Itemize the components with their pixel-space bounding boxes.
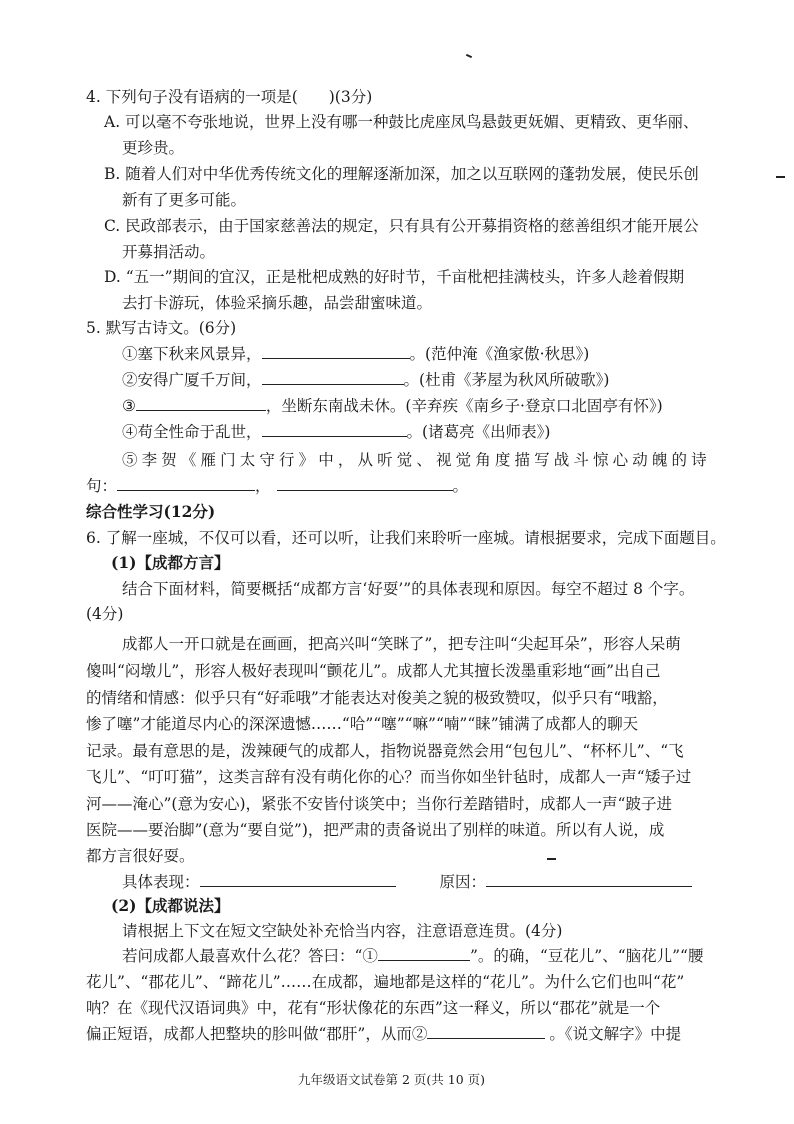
- page-footer: 九年级语文试卷第 2 页(共 10 页): [298, 1072, 486, 1087]
- q6-part2-instruction: 请根据上下文在短文空缺处补充恰当内容，注意语意连贯。(4分): [122, 922, 563, 940]
- answer-blank[interactable]: [427, 1024, 545, 1039]
- q6-stem: 6. 了解一座城，不仅可以看，还可以听，让我们来聆听一座城。请根据要求，完成下面题目。: [86, 529, 726, 547]
- text-line-3: 呐？在《现代汉语词典》中，花有“形状像花的东西”这一释义，所以“郡花”就是一个: [86, 999, 661, 1017]
- material-line-6: 飞儿”、“叮叮猫”，这类言辞有没有萌化你的心？而当你如坐针毡时，成都人一声“矮子过: [86, 768, 692, 786]
- q5-stem: 5. 默写古诗文。(6分): [86, 319, 237, 337]
- q4-option-c-line2: 开募捐活动。: [122, 243, 216, 261]
- q6-part2-title: (2)【成都说法】: [111, 896, 230, 915]
- q6-part1-points: (4分): [86, 605, 124, 623]
- material-line-7: 河——淹心”(意为安心)，紧张不安皆付谈笑中；当你行差踏错时，成都人一声“跛子进: [86, 795, 672, 813]
- material-line-4: 惨了噻”才能道尽内心的深深遗憾……“哈”“噻”“嘛”“喃”“睐”铺满了成都人的聊天: [86, 715, 639, 733]
- answer-blank[interactable]: [136, 396, 266, 411]
- q6-part1-title: (1)【成都方言】: [111, 553, 230, 572]
- q5-item-1: ①塞下秋来风景异， 。(范仲淹《渔家傲·秋思》): [122, 345, 590, 363]
- scan-speck: [466, 54, 472, 58]
- q5-item-5-continued: 句： ， 。: [86, 477, 469, 495]
- q5-item-3: ③ ，坐断东南战未休。(辛弃疾《南乡子·登京口北固亭有怀》): [122, 397, 663, 415]
- q4-option-b-line2: 新有了更多可能。: [122, 191, 247, 209]
- q5-item-2: ②安得广厦千万间， 。(杜甫《茅屋为秋风所破歌》): [122, 371, 610, 389]
- q4-option-d-line1: D. “五一”期间的宜汉，正是枇杷成熟的好时节，千亩枇杷挂满枝头，许多人趁着假期: [104, 268, 685, 286]
- answer-blank[interactable]: [200, 872, 396, 887]
- q4-option-a-line1: A. 可以毫不夸张地说，世界上没有哪一种鼓比虎座凤鸟悬鼓更妩媚、更精致、更华丽、: [104, 113, 699, 131]
- q4-option-a-line2: 更珍贵。: [122, 139, 185, 157]
- material-line-5: 记录。最有意思的是，泼辣硬气的成都人，指物说器竟然会用“包包儿”、“杯杯儿”、“飞: [86, 742, 684, 760]
- scan-speck: [547, 858, 556, 860]
- material-line-2: 傻叫“闷墩儿”，形容人极好表现叫“颤花儿”。成都人尤其擅长泼墨重彩地“画”出自己: [86, 662, 661, 680]
- scan-speck: [776, 176, 785, 178]
- answer-blank[interactable]: [277, 476, 453, 491]
- q4-option-b-line1: B. 随着人们对中华优秀传统文化的理解逐渐加深，加之以互联网的蓬勃发展，使民乐创: [104, 165, 699, 183]
- text-line-2: 花儿”、“郡花儿”、“蹄花儿”……在成都，遍地都是这样的“花儿”。为什么它们也叫“花”: [86, 973, 685, 991]
- material-line-8: 医院——要治脚”(意为“要自觉”)，把严肃的责备说出了别样的味道。所以有人说，成: [86, 821, 665, 839]
- q4-option-d-line2: 去打卡游玩，体验采摘乐趣，品尝甜蜜味道。: [122, 294, 433, 312]
- material-line-3: 的情绪和情感：似乎只有“好乖哦”才能表达对俊美之貌的极致赞叹，似乎只有“哦豁，: [86, 689, 668, 707]
- answer-blank[interactable]: [262, 344, 410, 359]
- q4-stem: 4. 下列句子没有语病的一项是( )(3分): [86, 88, 373, 106]
- answer-blank[interactable]: [378, 946, 470, 961]
- answer-blank[interactable]: [486, 872, 692, 887]
- answer-blank[interactable]: [262, 370, 404, 385]
- material-line-1: 成都人一开口就是在画画，把高兴叫“笑眯了”，把专注叫“尖起耳朵”，形容人呆萌: [122, 635, 681, 653]
- q6-part1-instruction: 结合下面材料，简要概括“成都方言‘好耍’”的具体表现和原因。每空不超过 8 个字。: [122, 580, 695, 598]
- text-line-1: 若问成都人最喜欢什么花？答曰：“① ”。的确，“豆花儿”、“脑花儿”“腰: [122, 947, 704, 965]
- q5-item-4: ④苟全性命于乱世， 。(诸葛亮《出师表》): [122, 423, 551, 441]
- material-line-9: 都方言很好耍。: [86, 847, 195, 865]
- section-heading: 综合性学习(12分): [86, 502, 216, 521]
- q5-item-5: ⑤ 李 贺 《 雁 门 太 守 行 》 中 ， 从 听 觉 、 视 觉 角 度 描 写 战 斗 惊 心 动 魄 的 诗: [122, 451, 707, 469]
- q4-option-c-line1: C. 民政部表示，由于国家慈善法的规定，只有具有公开募捐资格的慈善组织才能开展公: [104, 217, 699, 235]
- q6-part1-answer-row: 具体表现： 原因：: [122, 872, 692, 892]
- answer-blank[interactable]: [117, 476, 255, 491]
- answer-blank[interactable]: [262, 422, 407, 437]
- text-line-4: 偏正短语，成都人把整块的胗叫做“郡肝”，从而② 。《说文解字》中提: [86, 1025, 682, 1043]
